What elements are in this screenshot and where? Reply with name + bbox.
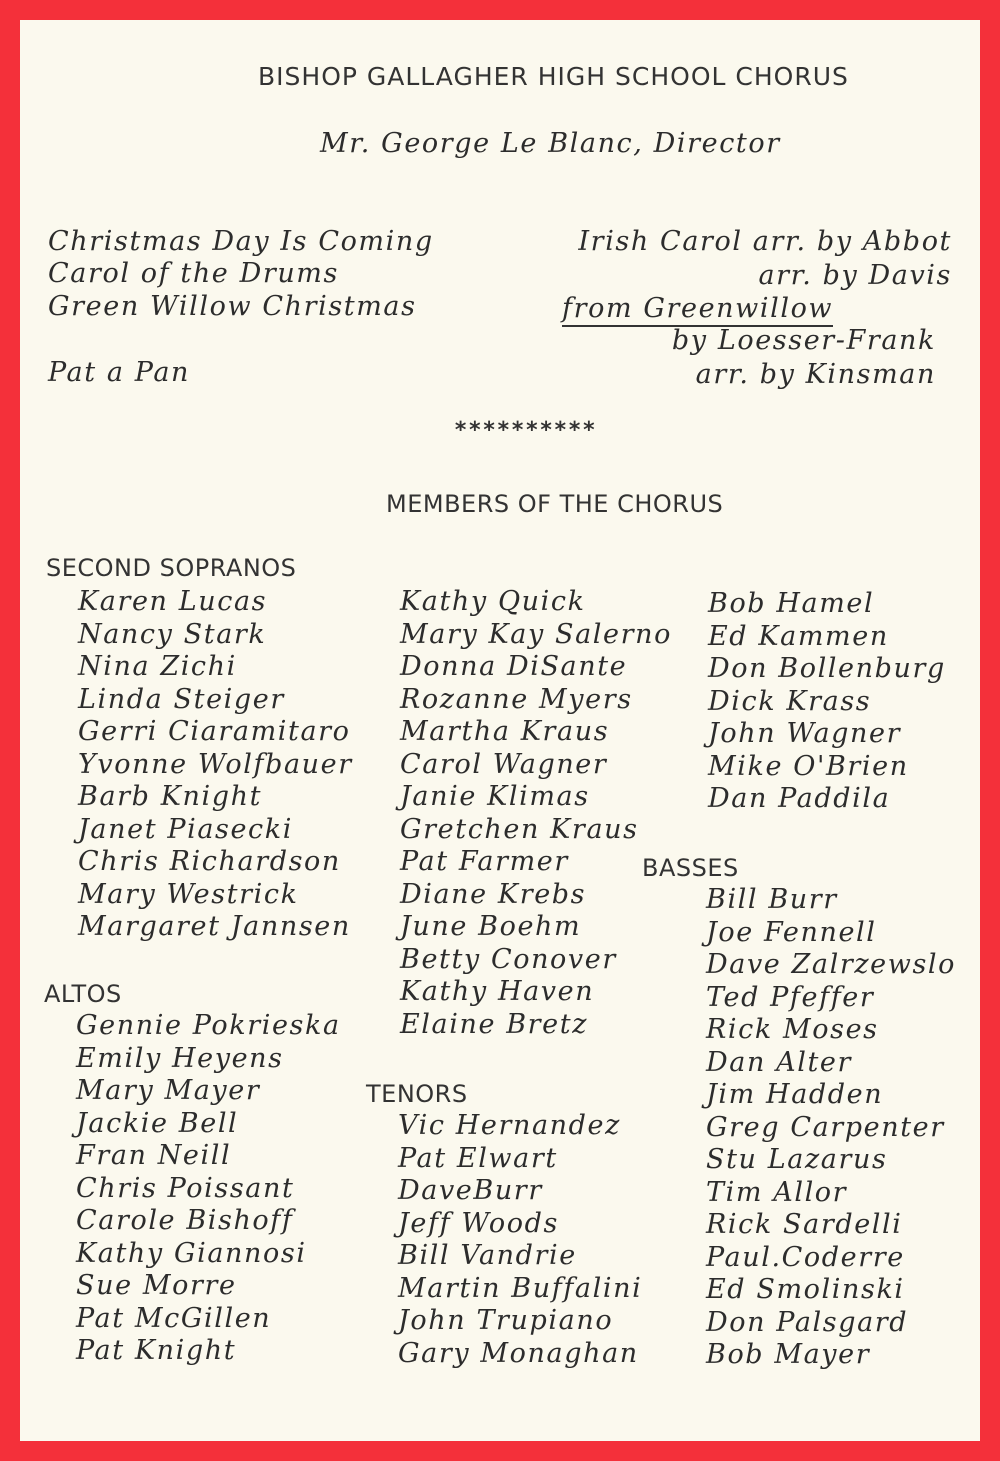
member-name: Mary Mayer: [76, 1075, 261, 1106]
program-page: [20, 20, 980, 1441]
right-column-list: [708, 588, 946, 816]
member-name: Ed Kammen: [708, 620, 889, 652]
member-name: Dan Alter: [706, 1046, 852, 1078]
member-name: Pat Elwart: [398, 1142, 558, 1174]
member-name: Chris Poissant: [76, 1172, 295, 1204]
member-name: Jim Hadden: [706, 1079, 884, 1110]
member-name: Gretchen Kraus: [400, 813, 639, 845]
member-name: Gennie Pokrieska: [76, 1010, 341, 1041]
member-name: Vic Hernandez: [398, 1110, 621, 1141]
member-name: Janie Klimas: [400, 781, 590, 812]
member-name: Don Palsgard: [706, 1306, 909, 1338]
member-name: Ed Smolinski: [706, 1274, 905, 1305]
member-name: June Boehm: [400, 911, 582, 942]
member-name: Emily Heyens: [76, 1042, 284, 1074]
member-name: Bob Hamel: [708, 588, 875, 619]
song-title: Green Willow Christmas: [48, 291, 417, 322]
middle-column-list: [400, 586, 672, 1041]
member-name: Dick Krass: [708, 685, 872, 717]
tenors-list: [398, 1110, 642, 1370]
member-name: Betty Conover: [400, 943, 617, 975]
member-name: Dave Zalrzewslo: [706, 949, 957, 980]
member-name: Dan Paddila: [708, 783, 891, 814]
member-name: Rick Sardelli: [706, 1209, 903, 1240]
separator: **********: [454, 418, 597, 443]
member-name: Mary Kay Salerno: [400, 618, 672, 650]
second-sopranos-label: SECOND SOPRANOS: [46, 554, 297, 582]
member-name: Chris Richardson: [78, 846, 341, 877]
song-credit: by Loesser-Frank: [671, 325, 936, 356]
member-name: Pat Farmer: [400, 846, 569, 877]
member-name: Diane Krebs: [400, 878, 587, 910]
member-name: Pat McGillen: [76, 1302, 272, 1334]
basses-label: BASSES: [642, 854, 739, 882]
song-title: Carol of the Drums: [48, 258, 339, 289]
members-heading: MEMBERS OF THE CHORUS: [386, 490, 724, 518]
song-credit: from Greenwillow: [562, 293, 833, 327]
member-name: Nina Zichi: [78, 651, 237, 682]
member-name: Martha Kraus: [400, 716, 610, 747]
member-name: Martin Buffalini: [398, 1272, 643, 1304]
member-name: Nancy Stark: [78, 618, 267, 650]
member-name: Kathy Quick: [400, 586, 586, 617]
member-name: Stu Lazarus: [706, 1144, 888, 1175]
member-name: Donna DiSante: [400, 651, 628, 682]
member-name: Pat Knight: [76, 1335, 237, 1366]
member-name: Sue Morre: [76, 1270, 237, 1301]
chorus-title: BISHOP GALLAGHER HIGH SCHOOL CHORUS: [258, 62, 849, 91]
member-name: Linda Steiger: [78, 683, 285, 715]
member-name: Bob Mayer: [706, 1339, 871, 1370]
member-name: Rick Moses: [706, 1014, 879, 1045]
member-name: Carol Wagner: [400, 748, 608, 780]
member-name: Jackie Bell: [76, 1107, 239, 1139]
member-name: Janet Piasecki: [78, 813, 293, 845]
member-name: Joe Fennell: [706, 916, 877, 948]
member-name: Karen Lucas: [78, 586, 268, 617]
song-credit: Irish Carol arr. by Abbot: [578, 226, 952, 257]
member-name: Gary Monaghan: [398, 1337, 639, 1369]
member-name: Bill Burr: [706, 884, 838, 915]
member-name: Barb Knight: [78, 781, 263, 812]
member-name: Bill Vandrie: [398, 1240, 577, 1271]
member-name: Greg Carpenter: [706, 1111, 945, 1143]
member-name: Paul.Coderre: [706, 1241, 905, 1273]
member-name: Tim Allor: [706, 1176, 848, 1208]
member-name: Yvonne Wolfbauer: [78, 748, 353, 780]
altos-list: [76, 1010, 341, 1368]
member-name: Kathy Haven: [400, 976, 595, 1007]
member-name: Rozanne Myers: [400, 683, 633, 715]
member-name: Mike O'Brien: [708, 750, 909, 782]
member-name: John Wagner: [708, 718, 902, 749]
member-name: Jeff Woods: [398, 1207, 559, 1239]
member-name: Ted Pfeffer: [706, 981, 875, 1013]
member-name: Mary Westrick: [78, 878, 299, 910]
song-title: Pat a Pan: [48, 357, 191, 388]
member-name: Gerri Ciaramitaro: [78, 716, 351, 747]
member-name: Fran Neill: [76, 1140, 232, 1171]
song-credit: arr. by Davis: [758, 260, 952, 291]
member-name: Margaret Jannsen: [78, 911, 351, 942]
member-name: DaveBurr: [398, 1175, 543, 1206]
member-name: Elaine Bretz: [400, 1008, 589, 1040]
second-sopranos-list: [78, 586, 353, 944]
director-line: Mr. George Le Blanc, Director: [320, 128, 781, 159]
song-title: Christmas Day Is Coming: [48, 226, 434, 257]
member-name: John Trupiano: [398, 1305, 614, 1336]
member-name: Kathy Giannosi: [76, 1237, 307, 1269]
song-credit: arr. by Kinsman: [695, 359, 936, 390]
member-name: Carole Bishoff: [76, 1205, 294, 1236]
basses-list: [706, 884, 956, 1372]
altos-label: ALTOS: [44, 980, 122, 1008]
tenors-label: TENORS: [366, 1080, 468, 1108]
member-name: Don Bollenburg: [708, 653, 946, 684]
